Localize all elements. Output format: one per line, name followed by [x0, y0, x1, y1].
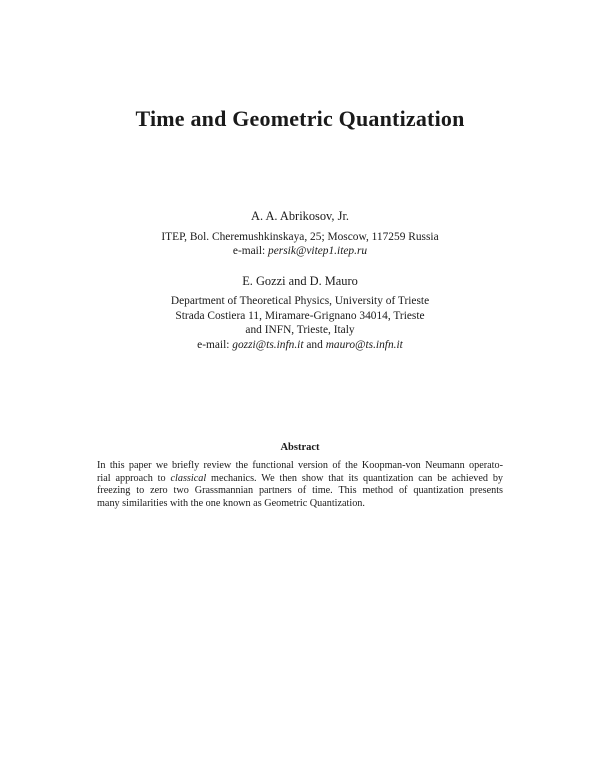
author-2-email-mauro: mauro@ts.infn.it: [325, 339, 403, 351]
author-2-street: Strada Costiera 11, Miramare-Grignano 34014, Trieste: [175, 310, 425, 322]
author-2-department: Department of Theoretical Physics, University of Trieste: [170, 295, 430, 307]
author-2-email-line: [0, 338, 600, 352]
abstract-line: many similarities with the one known as Geometric Quantization.: [97, 497, 365, 509]
paper-title: Time and Geometric Quantization: [135, 106, 465, 131]
abstract-body: [97, 460, 503, 510]
abstract-emphasis: classical: [170, 472, 207, 484]
author-1-email: persik@vitep1.itep.ru: [268, 245, 368, 257]
email-label: e-mail:: [197, 339, 230, 351]
author-1-address: ITEP, Bol. Cheremushkinskaya, 25; Moscow, 117259 Russia: [161, 231, 439, 243]
author-2-email-gozzi: gozzi@ts.infn.it: [232, 339, 304, 351]
email-label: e-mail:: [232, 245, 266, 257]
abstract-line: [97, 473, 503, 486]
abstract-line: freezing to zero two Grassmannian partners of time. This method of quantization presents: [97, 485, 503, 497]
author-2-names: E. Gozzi and D. Mauro: [242, 274, 358, 288]
author-2-institution: and INFN, Trieste, Italy: [245, 324, 355, 336]
abstract-text: mechanics. We then show that its quantization can be achieved by: [211, 472, 504, 484]
email-conjunction: and: [306, 339, 323, 351]
author-1-name: A. A. Abrikosov, Jr.: [251, 209, 349, 223]
author-1-email-line: [0, 244, 600, 258]
abstract-heading: Abstract: [280, 442, 320, 453]
abstract-line: In this paper we briefly review the functional version of the Koopman-von Neumann operato-: [97, 460, 503, 471]
abstract-text: rial approach to: [97, 472, 166, 484]
